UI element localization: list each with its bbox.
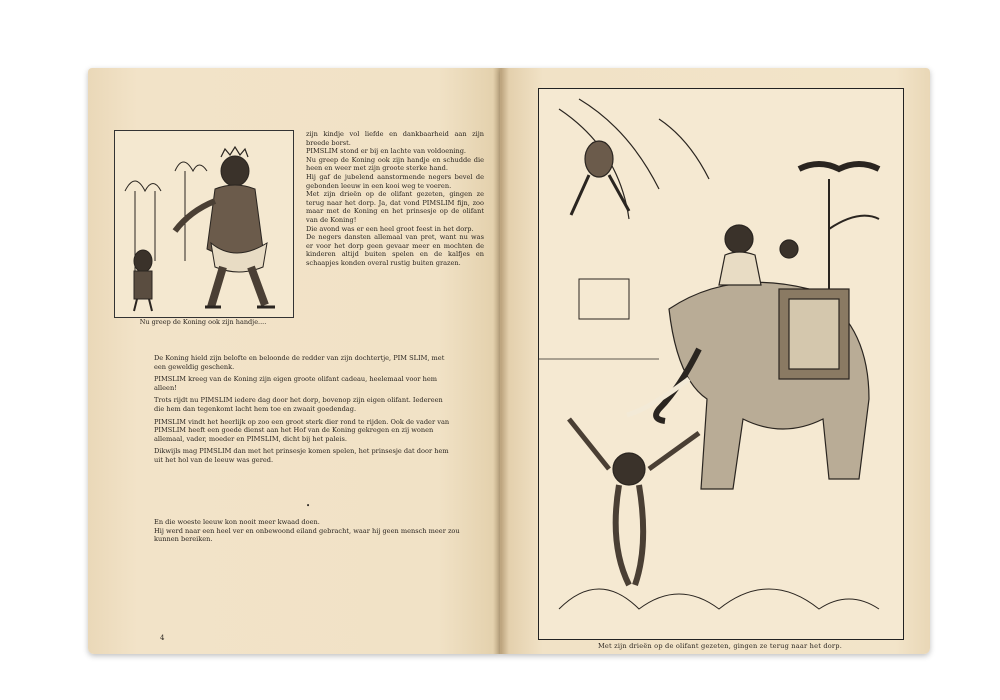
story-paragraph: Met zijn drieën op de olifant gezeten, gingen ze terug naar het dorp. Ja, dat vond PIMSLIM fijn, zoo maar met de Koning en het prinsesje op de olifant van de Koning! [306,190,484,224]
story-paragraph: Trots rijdt nu PIMSLIM iedere dag door het dorp, bovenop zijn eigen olifant. Iedereen die hem dan tegenkomt lacht hem toe en zwaait goedendag. [154,396,443,413]
story-paragraph: Dikwijls mag PIMSLIM dan met het prinsesje komen spelen, het prinsesje dat door hem uit het hol van de leeuw was gered. [154,447,449,464]
story-paragraph: PIMSLIM kreeg van de Koning zijn eigen groote olifant cadeau, heelemaal voor hem alleen! [154,375,438,392]
section-separator: • [306,502,311,510]
right-page [500,68,930,654]
story-paragraph: Die avond was er een heel groot feest in het dorp. [306,224,474,233]
story-ending [154,518,474,544]
king-drawing [115,131,293,317]
left-page [88,68,500,654]
story-paragraph: Nu greep de Koning ook zijn handje en schudde die heen en weer met zijn groote sterke hand. [306,155,484,173]
book-gutter [493,68,509,654]
story-body [154,354,454,469]
story-paragraph: De negers dansten allemaal van pret, want nu was er voor het dorp geen gevaar meer en mochten de kinderen altijd buiten spelen en de kalfjes en schaapjes konden overal rustig buiten grazen. [306,233,484,267]
page-number: 4 [160,634,165,642]
open-book [88,68,930,654]
small-illustration-caption: Nu greep de Koning ook zijn handje.... [139,318,267,326]
large-illustration-caption: Met zijn drieën op de olifant gezeten, gingen ze terug naar het dorp. [597,642,843,650]
story-paragraph: En die woeste leeuw kon nooit meer kwaad doen. [154,518,320,526]
elephant-drawing [539,89,903,639]
king-illustration [114,130,294,318]
story-paragraph: Hij gaf de jubelend aanstormende negers bevel de gebonden leeuw in een kooi weg te voeren. [306,172,484,190]
story-paragraph: PIMSLIM stond er bij en lachte van voldoening. [306,147,467,156]
story-column [306,130,484,268]
story-paragraph: De Koning hield zijn belofte en beloonde de redder van zijn dochtertje, PIM SLIM, met een geweldig geschenk. [154,354,445,371]
story-paragraph: zijn kindje vol liefde en dankbaarheid aan zijn breede borst. [306,130,484,147]
story-paragraph: PIMSLIM vindt het heerlijk op zoo een groot sterk dier rond te rijden. Ook de vader van PIMSLIM heeft een goede dienst aan het Hof van de Koning gekregen en zij wonen allemaal, vader, moeder en PIMSLIM, dicht bij het paleis. [154,417,450,443]
story-paragraph: Hij werd naar een heel ver en onbewoond eiland gebracht, waar hij geen mensch meer zou kunnen bereiken. [154,526,460,544]
elephant-illustration [538,88,904,640]
